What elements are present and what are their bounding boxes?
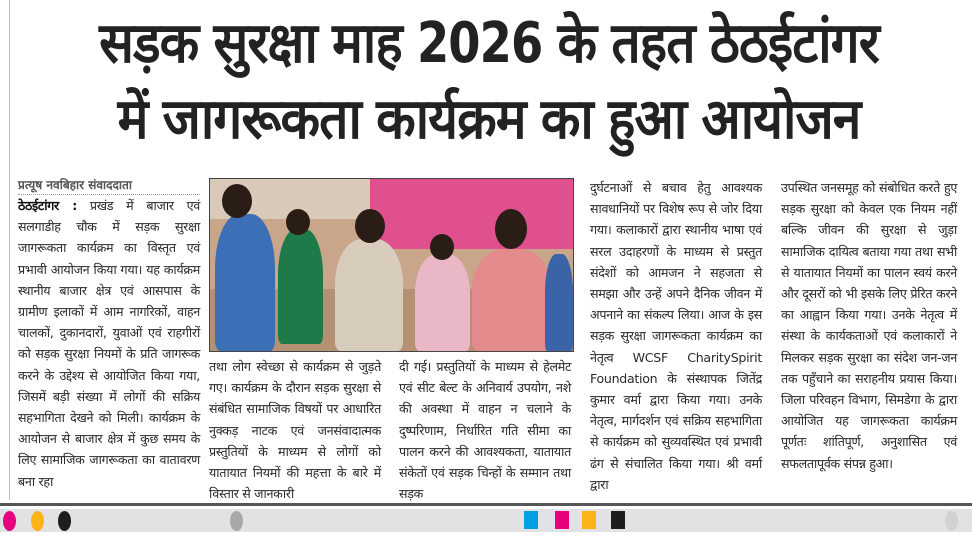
photo-head <box>222 184 252 218</box>
photo-person <box>278 229 323 344</box>
column-4-text: दुर्घटनाओं से बचाव हेतु आवश्यक सावधानियों पर विशेष रूप से जोर दिया गया। कलाकारों द्वारा स्थानीय भाषा एवं सरल उदाहरणों के माध्यम से प्रस्तुत संदेशों को आमजन ने सहजता से समझा और उन्हें अपने दैनिक जीवन में अपनाने का संकल्प लिया। आज के इस सड़क सुरक्षा जागरूकता कार्यक्रम का नेतृत्व WCSF CharitySpirit Foundation के संस्थापक जितेंद्र कुमार वर्मा द्वारा किया गया। उनके नेतृत्व, मार्गदर्शन एवं सक्रिय सहभागिता से कार्यक्रम को सुव्यवस्थित एवं प्रभावी ढंग से संचालित किया गया। श्री वर्मा द्वारा <box>590 180 762 492</box>
news-photo <box>209 178 574 352</box>
headline-line-1: सड़क सुरक्षा माह 2026 के तहत ठेठईटांगर <box>99 11 879 76</box>
light-registration-dot-icon <box>945 511 958 531</box>
magenta-swatch-icon <box>555 511 569 529</box>
headline <box>14 6 964 158</box>
column-5-text: उपस्थित जनसमूह को संबोधित करते हुए सड़क सुरक्षा को केवल एक नियम नहीं बल्कि जीवन की सुरक्षा से जुड़ा सामाजिक दायित्व बताया गया तथा सभी से यातायात नियमों का पालन स्वयं करने और दूसरों को भी इसके लिए प्रेरित करने का आह्वान किया गया। उनके नेतृत्व में संस्था के कार्यकताओं एवं कलाकारों ने मिलकर सड़क सुरक्षा का संदेश जन-जन तक पहुँचाने का सराहनीय प्रयास किया। जिला परिवहन विभाग, सिमडेगा के द्वारा आयोजित यह जागरूकता कार्यक्रम पूर्णतः शांतिपूर्ण, अनुशासित एवं सफलतापूर्वक संपन्न हुआ। <box>781 180 957 471</box>
black-swatch-icon <box>611 511 625 529</box>
print-color-bar <box>0 509 972 532</box>
photo-person <box>335 239 403 351</box>
black-registration-dot-icon <box>58 511 71 531</box>
column-3-text: दी गई। प्रस्तुतियों के माध्यम से हेलमेट एवं सीट बेल्ट के अनिवार्य उपयोग, नशे की अवस्था में वाहन न चलाने के दुष्परिणाम, निर्धारित गति सीमा का पालन करने की आवश्यकता, यातायात संकेतों एवं सड़क चिन्हों के सम्मान तथा सड़क <box>399 359 571 502</box>
magenta-registration-dot-icon <box>3 511 16 531</box>
column-1-text: प्रखंड में बाजार एवं सलगाडीह चौक में सड़क सुरक्षा जागरूकता कार्यक्रम का विस्तृत एवं प्रभावी आयोजन किया गया। यह कार्यक्रम स्थानीय बाजार क्षेत्र एवं आसपास के ग्रामीण इलाकों में आम नागरिकों, वाहन चालकों, दुकानदारों, युवाओं एवं राहगीरों को सड़क सुरक्षा नियमों के प्रति जागरूक करने के उद्देश्य से आयोजित किया गया, जिसमें बड़ी संख्या में लोगों की सक्रिय सहभागिता देखने को मिली। कार्यक्रम के आयोजन से बाजार क्षेत्र में कुछ समय के लिए सामाजिक जागरूकता का वातावरण बना रहा <box>18 198 200 489</box>
article-column-1 <box>18 195 200 492</box>
yellow-swatch-icon <box>582 511 596 529</box>
photo-pink-backdrop <box>370 179 573 249</box>
photo-person <box>545 254 573 351</box>
photo-head <box>430 234 454 260</box>
photo-person <box>215 214 275 351</box>
article-column-4 <box>590 177 762 495</box>
margin-rule <box>9 0 10 500</box>
gray-registration-dot-icon <box>230 511 243 531</box>
photo-person <box>415 254 470 351</box>
yellow-registration-dot-icon <box>31 511 44 531</box>
headline-line-2: में जागरूकता कार्यक्रम का हुआ आयोजन <box>117 87 861 152</box>
photo-head <box>286 209 310 235</box>
dateline: ठेठईटांगर : <box>18 198 77 213</box>
byline: प्रत्यूष नवबिहार संवाददाता <box>18 176 200 195</box>
photo-head <box>495 209 527 249</box>
photo-head <box>355 209 385 243</box>
column-2-text: तथा लोग स्वेच्छा से कार्यक्रम से जुड़ते गए। कार्यक्रम के दौरान सड़क सुरक्षा से संबंधित सामाजिक विषयों पर आधारित नुक्कड़ नाटक एवं जनसंवादात्मक प्रस्तुतियों के माध्यम से लोगों को यातायात नियमों की महत्ता के बारे में विस्तार से जानकारी <box>209 359 381 502</box>
cyan-swatch-icon <box>524 511 538 529</box>
bottom-rule <box>0 503 972 506</box>
article-column-3 <box>399 356 571 504</box>
photo-person <box>472 249 552 351</box>
article-column-5 <box>781 177 957 474</box>
article-column-2 <box>209 356 381 504</box>
